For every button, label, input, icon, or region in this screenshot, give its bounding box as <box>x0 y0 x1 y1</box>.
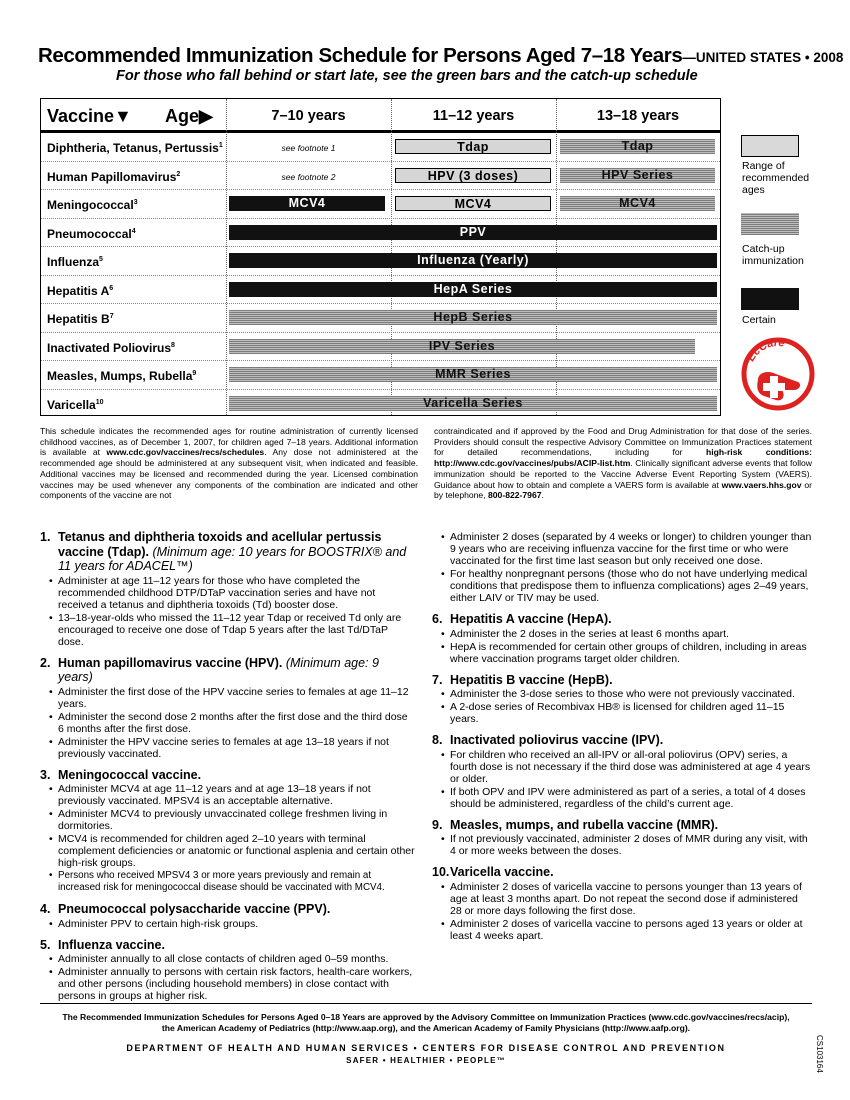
department-line: DEPARTMENT OF HEALTH AND HUMAN SERVICES • CENTERS FOR DISEASE CONTROL AND PREVENTION <box>126 1043 726 1053</box>
title-suffix: —UNITED STATES • 2008 <box>682 50 844 65</box>
footnote-bullet: • Administer the second dose 2 months after the first dose and the third dose 6 months after the first dose. <box>40 711 415 735</box>
row-meningococcal <box>41 190 720 219</box>
bar-ppv: PPV <box>229 225 717 240</box>
footer-line: the American Academy of Pediatrics (http://www.aap.org), and the American Academy of Family Physicians (http://www.aafp.org). <box>161 1023 691 1033</box>
legend-certain-label: Certain <box>742 314 776 326</box>
footnote-2 <box>40 656 415 760</box>
footnote-5 <box>40 938 415 1003</box>
bar-mcv4-7-10: MCV4 <box>229 196 385 211</box>
footnote-bullet: • MCV4 is recommended for children aged 2–10 years with terminal complement deficiencies or anatomic or functional asplenia and certain other high-risk groups. <box>40 833 415 869</box>
row-varicella <box>41 390 720 419</box>
document-code: CS103164 <box>815 1035 824 1073</box>
column-header-13-18: 13–18 years <box>596 108 680 124</box>
bar-mcv4-11-12: MCV4 <box>395 196 551 211</box>
footnote-bullet: • For children who received an all-IPV or all-oral poliovirus (OPV) series, a fourth dose is not necessary if the third dose was administered at age 4 years or older. <box>432 749 812 785</box>
footnote-bullet: • Administer 2 doses of varicella vaccine to persons aged 13 years or older at least 4 weeks apart. <box>432 918 812 942</box>
vaers-link[interactable]: www.vaers.hhs.gov <box>721 479 802 490</box>
footnote-9 <box>432 818 812 858</box>
row-hepatitis-b <box>41 304 720 333</box>
footnote-heading: 6. Hepatitis A vaccine (HepA). <box>432 612 612 626</box>
column-header-7-10: 7–10 years <box>271 108 346 124</box>
schedules-link[interactable]: www.cdc.gov/vaccines/recs/schedules <box>106 447 265 458</box>
footnote-bullet: • Administer the HPV vaccine series to females at age 13–18 years if not previously vaccinated. <box>40 736 415 760</box>
footnote-3 <box>40 768 415 895</box>
legend-certain-swatch <box>741 288 799 310</box>
vaccine-name: Meningococcal$^3$ <box>47 198 138 212</box>
vaccine-name: Influenza$^5$ <box>47 255 103 269</box>
bar-ipv: IPV Series <box>229 339 695 354</box>
vaccine-name: Pneumococcal$^4$ <box>47 226 136 241</box>
page-title: Recommended Immunization Schedule for Persons Aged 7–18 Years—UNITED STATES • 2008 <box>38 44 844 67</box>
vaccine-name: Varicella$^{10}$ <box>47 397 104 412</box>
footnote-8 <box>432 733 812 810</box>
bar-influenza: Influenza (Yearly) <box>229 253 717 268</box>
footnote-bullet: • If not previously vaccinated, administer 2 doses of MMR during any visit, with 4 or more weeks between the doses. <box>432 833 812 857</box>
schedule-header <box>41 99 720 133</box>
footer-line: The Recommended Immunization Schedules for Persons Aged 0–18 Years are approved by the Advisory Committee on Immunization Practices (www.cdc.gov/vaccines/recs/acip), <box>62 1012 790 1022</box>
footnote-bullet: • Administer MCV4 at age 11–12 years and at age 13–18 years if not previously vaccinated. MPSV4 is an acceptable alternative. <box>40 783 415 807</box>
legend-catchup-label: Catch-up immunization <box>742 243 804 267</box>
legend-catchup-swatch <box>741 213 799 235</box>
footnote-4 <box>40 902 415 930</box>
vaccine-name: Hepatitis $A^6$ <box>47 283 114 298</box>
bar-hepb: HepB Series <box>229 310 717 325</box>
bar-mcv4-13-18: MCV4 <box>560 196 715 211</box>
footnote-bullet: • Administer 2 doses (separated by 4 weeks or longer) to children younger than 9 years who are receiving influenza vaccine for the first time or who were vaccinated for the first time last season but only received one dose. <box>432 531 812 567</box>
vaccine-name: Measles, Mumps, Rubella$^9$ <box>47 369 197 383</box>
footnote-bullet: • Administer the first dose of the HPV vaccine series to females at age 11–12 years. <box>40 686 415 710</box>
vaccine-name: Inactivated Poliovirus$^8$ <box>47 340 175 355</box>
legend-range-label: Range of recommended ages <box>742 160 810 196</box>
intro-left: This schedule indicates the recommended ages for routine administration of currently licensed childhood vaccines, as of December 1, 2007, for children aged 7–18 years. Additional information is available at www.cdc.gov/vaccines/recs/schedules. Any dose not administered at the recommended age should be administered at any subsequent visit, when indicated and feasible. Additional vaccines may be licensed and recommended during the year. Licensed combination vaccines may be used whenever any components of the combination are indicated and other components of the vaccine are not <box>40 426 418 501</box>
footnotes-right <box>432 530 812 950</box>
footnote-heading: 2. Human papillomavirus vaccine (HPV). (Minimum age: 9 years) <box>40 655 379 684</box>
footnote-heading: 9. Measles, mumps, and rubella vaccine (MMR). <box>432 817 719 832</box>
vaers-phone: 800-822-7967 <box>488 490 542 501</box>
footnote-bullet: • Administer the 3-dose series to those who were not previously vaccinated. <box>432 688 812 700</box>
page-subtitle: For those who fall behind or start late, see the green bars and the catch-up schedule <box>116 68 698 84</box>
footnote-bullet: • For healthy nonpregnant persons (those who do not have underlying medical conditions that predispose them to influenza complications) ages 2–49 years, either LAIV or TIV may be used. <box>432 568 812 604</box>
footnote-bullet: • Administer at age 11–12 years for those who have completed the recommended childhood DTP/DTaP vaccination series and have not received a tetanus and diphtheria toxoids (Td) booster dose. <box>40 575 415 611</box>
bar-hepa: HepA Series <box>229 282 717 297</box>
footnote-1 <box>40 530 415 648</box>
footnote-heading: 1. Tetanus and diphtheria toxoids and acellular pertussis vaccine (Tdap). (Minimum age: 10 years for BOOSTRIX® and 11 years for ADACEL™) <box>40 530 407 573</box>
bar-mmr: MMR Series <box>229 367 717 382</box>
footnote-5-continued <box>432 531 812 604</box>
footnote-10 <box>432 865 812 942</box>
row-mmr <box>41 361 720 390</box>
footnote-heading: 3. Meningococcal vaccine. <box>40 767 202 782</box>
bar-tdap-11-12: Tdap <box>395 139 551 154</box>
bar-varicella: Varicella Series <box>229 396 717 411</box>
footnote-bullet: • Administer the 2 doses in the series at least 6 months apart. <box>432 628 812 640</box>
footnote-heading: 7. Hepatitis B vaccine (HepB). <box>432 672 613 687</box>
legend-range-swatch <box>741 135 799 157</box>
footnote-bullet: • Administer MCV4 to previously unvaccinated college freshmen living in dormitories. <box>40 808 415 832</box>
footnote-bullet: • If both OPV and IPV were administered as part of a series, a total of 4 doses should be administered, regardless of the child’s current age. <box>432 786 812 810</box>
footnote-bullet: • Administer annually to persons with certain risk factors, health-care workers, and other persons (including household members) in close contact with persons in groups at higher risk. <box>40 966 415 1002</box>
footnote-bullet: • Administer annually to all close contacts of children aged 0–59 months. <box>40 953 415 965</box>
approval-footer <box>40 1012 812 1034</box>
footnote-reference: see footnote 2 <box>281 171 336 182</box>
vaccine-name: Human Papillomavirus$^2$ <box>47 169 181 184</box>
vaccine-column-label: Vaccine▼ <box>47 106 132 126</box>
bar-tdap-13-18: Tdap <box>560 139 715 154</box>
logo-text: EcCare <box>744 336 786 364</box>
tagline: SAFER • HEALTHIER • PEOPLE™ <box>346 1056 506 1065</box>
acip-link[interactable]: high-risk conditions: http://www.cdc.gov/vaccines/pubs/ACIP-list.htm <box>434 447 812 469</box>
row-poliovirus <box>41 333 720 362</box>
row-dtp <box>41 133 720 162</box>
footnote-bullet: • 13–18-year-olds who missed the 11–12 year Tdap or received Td only are encouraged to receive one dose of Tdap 5 years after the last Td/DTaP dose. <box>40 612 415 648</box>
footnote-heading: 4. Pneumococcal polysaccharide vaccine (PPV). <box>40 902 331 916</box>
row-pneumococcal <box>41 219 720 248</box>
row-influenza <box>41 247 720 276</box>
footnote-bullet: • Administer PPV to certain high-risk groups. <box>40 918 415 930</box>
vaccine-name: Diphtheria, Tetanus, Pertussis$^1$ <box>47 141 223 155</box>
footnote-heading: 10.Varicella vaccine. <box>432 865 554 879</box>
bar-hpv-13-18: HPV Series <box>560 168 715 183</box>
age-column-label: Age▶ <box>165 106 213 126</box>
footnote-7 <box>432 673 812 726</box>
footnote-reference: see footnote 1 <box>281 143 336 153</box>
column-header-11-12: 11–12 years <box>432 108 515 124</box>
row-hpv <box>41 162 720 191</box>
footnote-heading: 8. Inactivated poliovirus vaccine (IPV). <box>432 733 664 747</box>
footnote-bullet: • A 2-dose series of Recombivax HB® is licensed for children aged 11–15 years. <box>432 701 812 725</box>
row-hepatitis-a <box>41 276 720 305</box>
footnotes-left <box>40 530 415 1010</box>
schedule-table <box>40 98 721 416</box>
footnote-bullet: • HepA is recommended for certain other groups of children, including in areas where vaccination programs target older children. <box>432 641 812 665</box>
red-cross-hand-logo-icon <box>736 330 820 414</box>
vaccine-name: Hepatitis $B^7$ <box>47 312 114 326</box>
bar-hpv-11-12: HPV (3 doses) <box>395 168 551 183</box>
footnote-heading: 5. Influenza vaccine. <box>40 937 165 952</box>
footnote-6 <box>432 612 812 665</box>
intro-right: contraindicated and if approved by the Food and Drug Administration for that dose of the series. Providers should consult the respective Advisory Committee on Immunization Practices statement for detailed recommendations, including for high-risk conditions: http://www.cdc.gov/vaccines/pubs/ACIP-list.htm. Clinically significant adverse events that follow immunization should be reported to the Vaccine Adverse Event Reporting System (VAERS). Guidance about how to obtain and complete a VAERS form is available at www.vaers.hhs.gov or by telephone, 800-822-7967. <box>434 426 813 501</box>
footnote-bullet: • Administer 2 doses of varicella vaccine to persons younger than 13 years of age at least 3 months apart. Do not repeat the second dose if administered 28 or more days following the first dose. <box>432 881 812 917</box>
footnote-bullet: • Persons who received MPSV4 3 or more years previously and remain at increased risk for meningococcal disease should be vaccinated with MCV4. <box>40 870 415 894</box>
footer-divider <box>40 1003 812 1004</box>
